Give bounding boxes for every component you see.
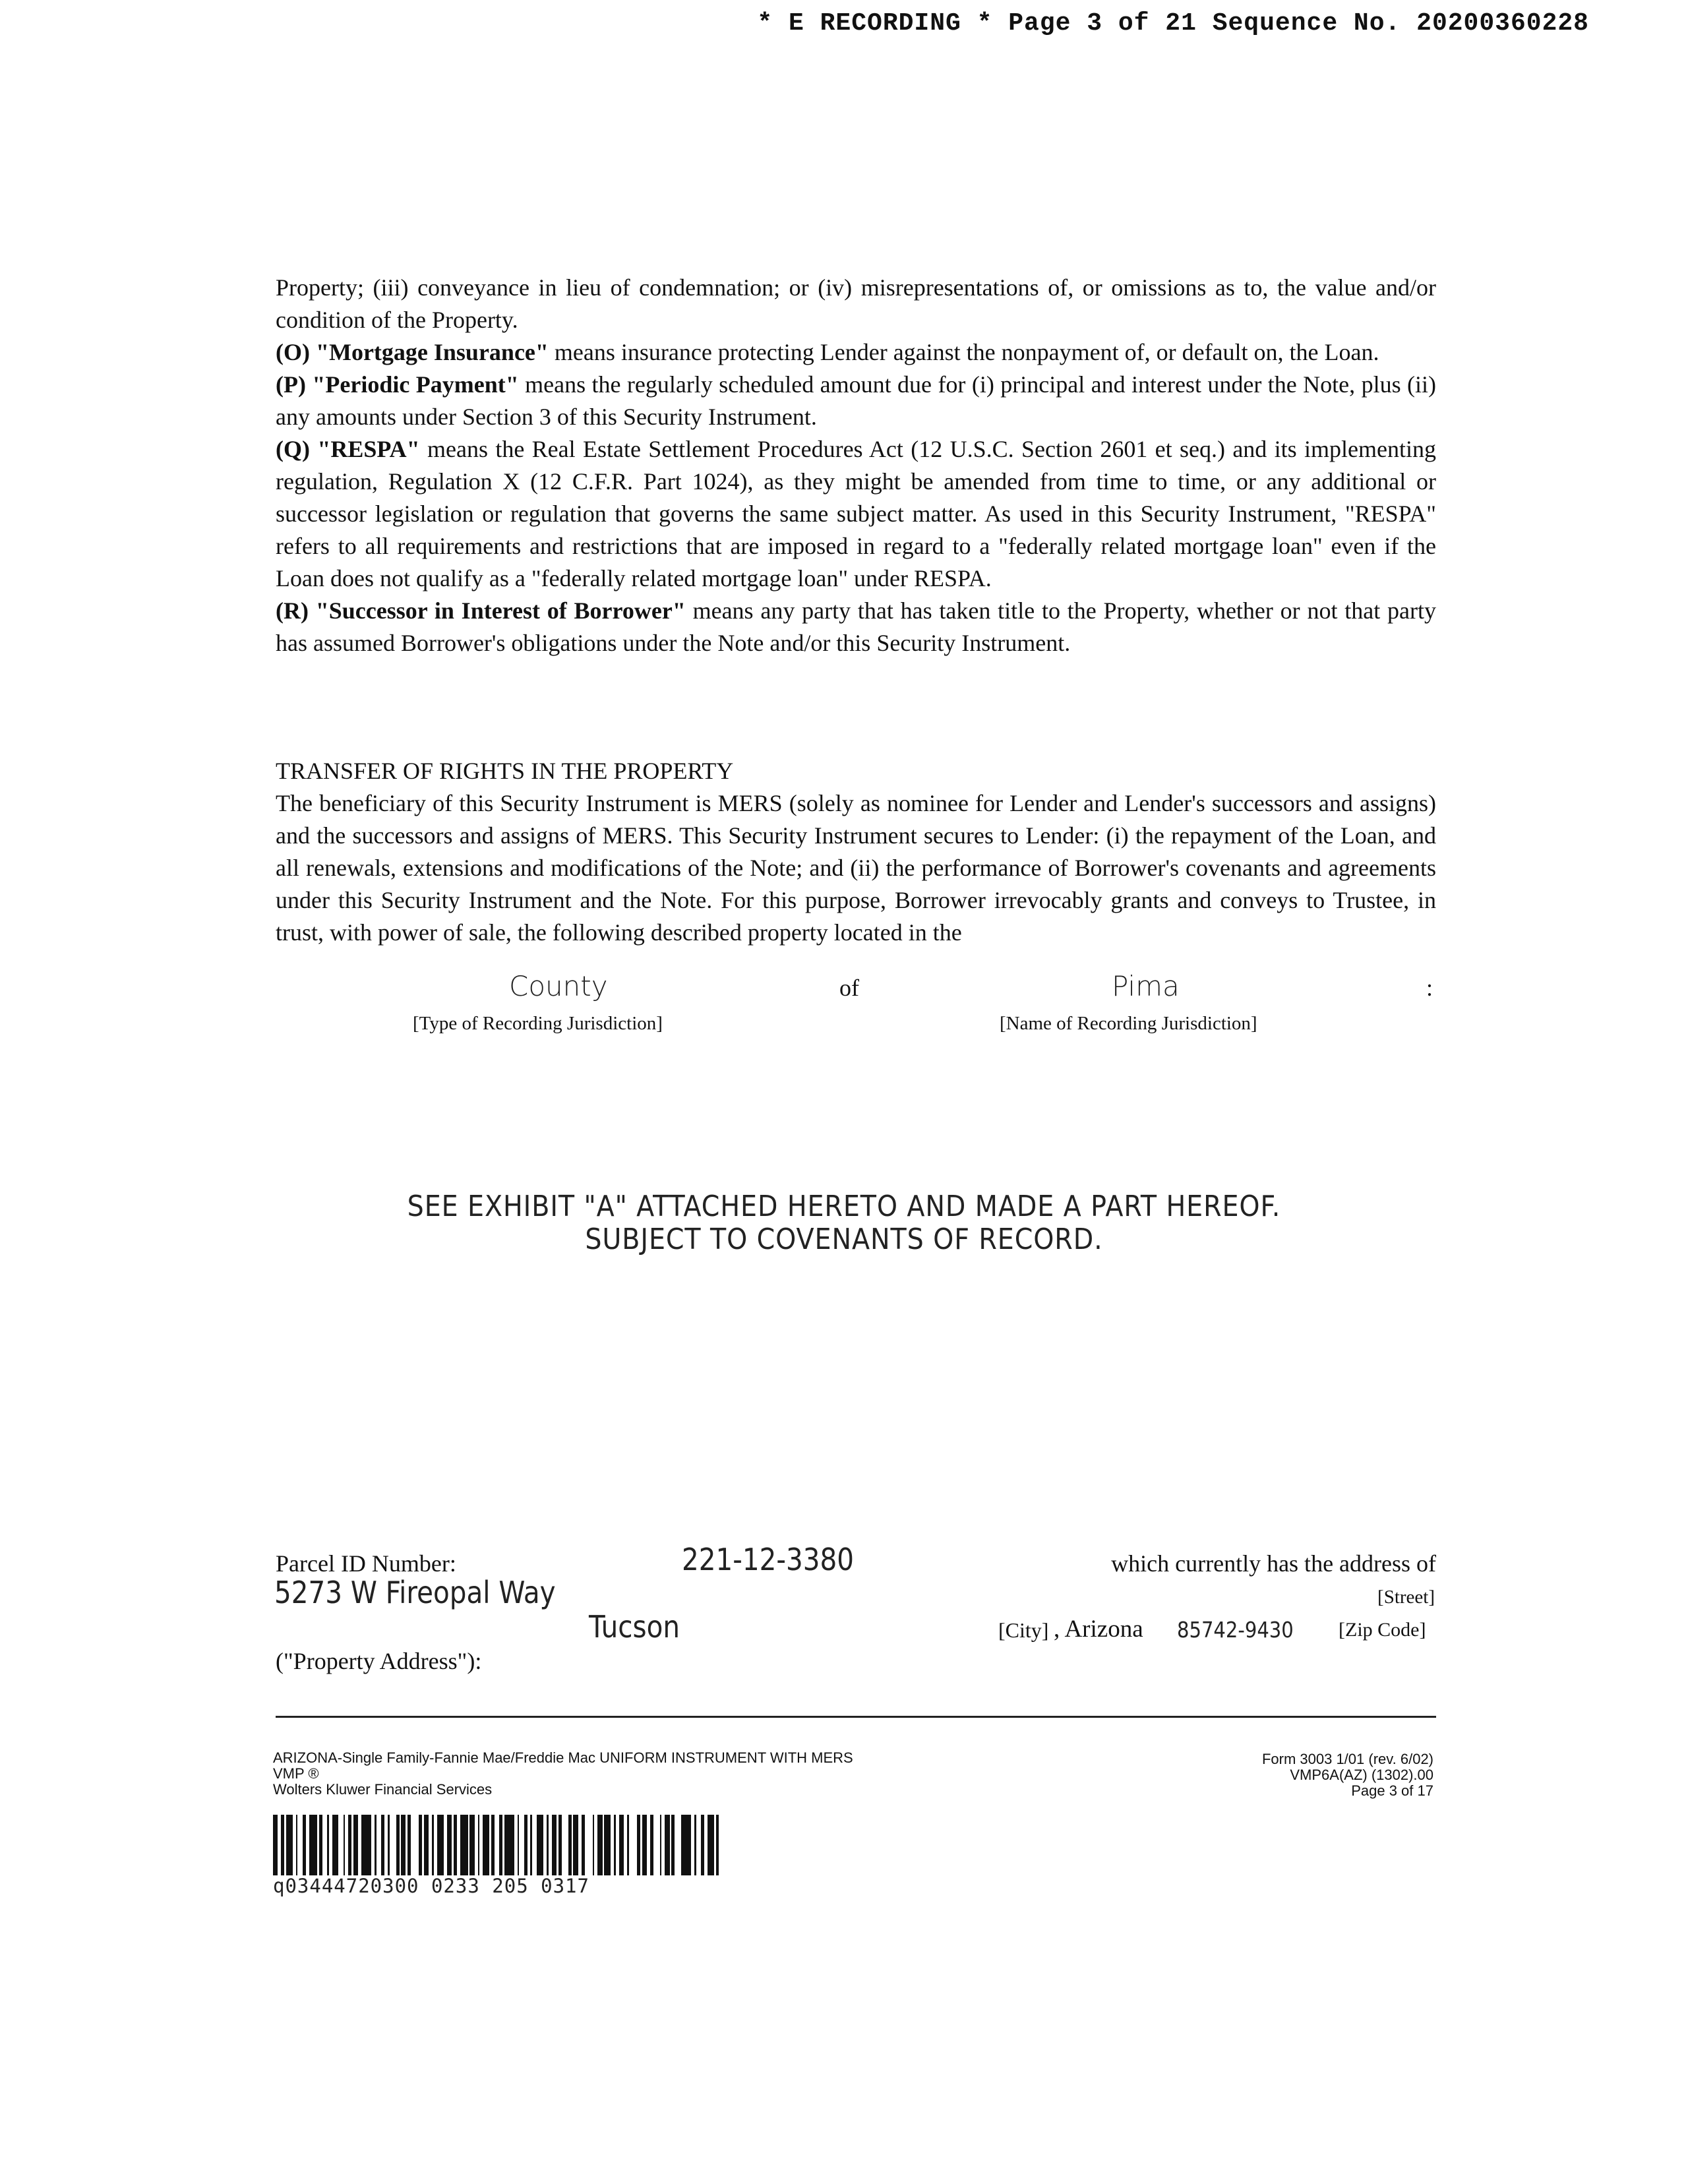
definition-o-label: (O) "Mortgage Insurance"	[276, 339, 549, 365]
barcode-bar	[460, 1815, 468, 1875]
exhibit-line-1: SEE EXHIBIT "A" ATTACHED HERETO AND MADE A PART HEREOF.	[407, 1190, 1281, 1223]
barcode-bar	[309, 1815, 317, 1875]
jurisdiction-type-value: County	[509, 970, 608, 1002]
barcode-bar	[401, 1815, 406, 1875]
definition-o	[276, 336, 1436, 369]
definition-p-text: means the regularly scheduled amount due for (i) principal and interest under the Note, plus (ii) any amounts under Section 3 of this Security Instrument.	[276, 371, 1436, 430]
exhibit-reference	[84, 1190, 1604, 1256]
document-barcode	[273, 1815, 728, 1875]
barcode-gap	[338, 1815, 343, 1875]
state-label: , Arizona	[1054, 1616, 1143, 1643]
barcode-gap	[377, 1815, 381, 1875]
barcode-gap	[719, 1815, 727, 1875]
barcode-gap	[390, 1815, 396, 1875]
definition-o-text: means insurance protecting Lender against the nonpayment of, or default on, the Loan.	[548, 339, 1379, 365]
barcode-bar	[573, 1815, 578, 1875]
jurisdiction-type-label: [Type of Recording Jurisdiction]	[413, 1013, 663, 1034]
street-label: [Street]	[1377, 1587, 1435, 1608]
street-value: 5273 W Fireopal Way	[274, 1575, 556, 1610]
jurisdiction-colon: :	[1426, 975, 1433, 1001]
footer-left	[273, 1750, 853, 1798]
barcode-bar	[619, 1815, 624, 1875]
footer-divider	[276, 1716, 1436, 1718]
barcode-gap	[519, 1815, 524, 1875]
parcel-id-value: 221-12-3380	[682, 1542, 855, 1577]
barcode-bar	[708, 1815, 714, 1875]
definition-q-text: means the Real Estate Settlement Procedures Act (12 U.S.C. Section 2601 et seq.) and its implementing regulation, Regulation X (12 C.F.R. Part 1024), as they might be amended from time to time, or any additional or successor legislation or regulation that governs the same subject matter. As used in this Security Instrument, "RESPA" refers to all requirements and restrictions that are imposed in regard to a "federally related mortgage loan" even if the Loan does not qualify as a "federally related mortgage loan" under RESPA.	[276, 436, 1436, 592]
zip-value: 85742-9430	[1177, 1617, 1294, 1643]
definition-r-text: means any party that has taken title to the Property, whether or not that party has assumed Borrower's obligations under the Note and/or this Security Instrument.	[276, 597, 1436, 656]
definition-p-label: (P) "Periodic Payment"	[276, 371, 519, 398]
footer-form-number: Form 3003 1/01 (rev. 6/02)	[1261, 1751, 1433, 1767]
city-value: Tucson	[589, 1609, 680, 1645]
definition-q-label: (Q) "RESPA"	[276, 436, 420, 462]
definition-r-label: (R) "Successor in Interest of Borrower"	[276, 597, 686, 624]
barcode-bar	[604, 1815, 611, 1875]
definition-n-continued: Property; (iii) conveyance in lieu of condemnation; or (iv) misrepresentations of, or omissions as to, the value and/or condition of the Property.	[276, 274, 1436, 333]
barcode-bar	[665, 1815, 669, 1875]
barcode-gap	[585, 1815, 593, 1875]
barcode-gap	[322, 1815, 327, 1875]
barcode-gap	[562, 1815, 568, 1875]
jurisdiction-row	[276, 970, 1436, 1006]
definition-p	[276, 369, 1436, 433]
barcode-bar	[597, 1815, 602, 1875]
definition-q	[276, 433, 1436, 595]
definitions-section	[276, 272, 1436, 659]
address-intro: which currently has the address of	[1111, 1550, 1436, 1577]
barcode-bar	[537, 1815, 543, 1875]
city-label: [City]	[998, 1618, 1049, 1642]
barcode-gap	[696, 1815, 701, 1875]
barcode-gap	[532, 1815, 537, 1875]
barcode-number: q03444720300 0233 205 0317	[273, 1875, 589, 1897]
barcode-bar	[469, 1815, 474, 1875]
footer-form-code: VMP6A(AZ) (1302).00	[1290, 1767, 1433, 1783]
exhibit-line-2: SUBJECT TO COVENANTS OF RECORD.	[585, 1223, 1103, 1256]
barcode-bar	[286, 1815, 293, 1875]
barcode-gap	[653, 1815, 660, 1875]
footer-vmp: VMP ®	[273, 1765, 319, 1782]
property-address-label: ("Property Address"):	[276, 1648, 482, 1674]
barcode-gap	[629, 1815, 637, 1875]
barcode-bar	[361, 1815, 371, 1875]
transfer-section	[276, 755, 1436, 949]
jurisdiction-of: of	[839, 975, 859, 1001]
zip-label: [Zip Code]	[1339, 1619, 1426, 1641]
footer-form-title: ARIZONA-Single Family-Fannie Mae/Freddie Mac UNIFORM INSTRUMENT WITH MERS	[273, 1749, 853, 1766]
barcode-bar	[273, 1815, 278, 1875]
parcel-id-label: Parcel ID Number:	[276, 1550, 456, 1577]
footer-publisher: Wolters Kluwer Financial Services	[273, 1781, 493, 1798]
barcode-gap	[675, 1815, 681, 1875]
barcode-bar	[642, 1815, 647, 1875]
footer-page-number: Page 3 of 17	[1351, 1782, 1433, 1799]
transfer-title: TRANSFER OF RIGHTS IN THE PROPERTY	[276, 758, 734, 784]
barcode-gap	[297, 1815, 302, 1875]
jurisdiction-name-label: [Name of Recording Jurisdiction]	[1000, 1013, 1257, 1034]
transfer-text: The beneficiary of this Security Instrument is MERS (solely as nominee for Lender and Lender's successors and assigns) and the successors and assigns of MERS. This Security Instrument secures to Lender: (i) the repayment of the Loan, and all renewals, extensions and modifications of the Note; and (ii) the performance of Borrower's covenants and agreements under this Security Instrument and the Note. For this purpose, Borrower irrevocably grants and conveys to Trustee, in trust, with power of sale, the following described property located in the	[276, 790, 1436, 946]
barcode-bar	[681, 1815, 691, 1875]
barcode-bar	[552, 1815, 557, 1875]
barcode-gap	[495, 1815, 499, 1875]
barcode-bar	[504, 1815, 514, 1875]
jurisdiction-name-value: Pima	[1112, 970, 1180, 1002]
recording-header: * E RECORDING * Page 3 of 21 Sequence No. 20200360228	[757, 9, 1589, 38]
footer-right	[1262, 1751, 1433, 1799]
barcode-bar	[437, 1815, 444, 1875]
barcode-gap	[411, 1815, 419, 1875]
barcode-bar	[447, 1815, 452, 1875]
barcode-bar	[353, 1815, 358, 1875]
definition-r	[276, 595, 1436, 659]
barcode-bar	[424, 1815, 429, 1875]
barcode-bar	[332, 1815, 339, 1875]
barcode-bar	[483, 1815, 489, 1875]
